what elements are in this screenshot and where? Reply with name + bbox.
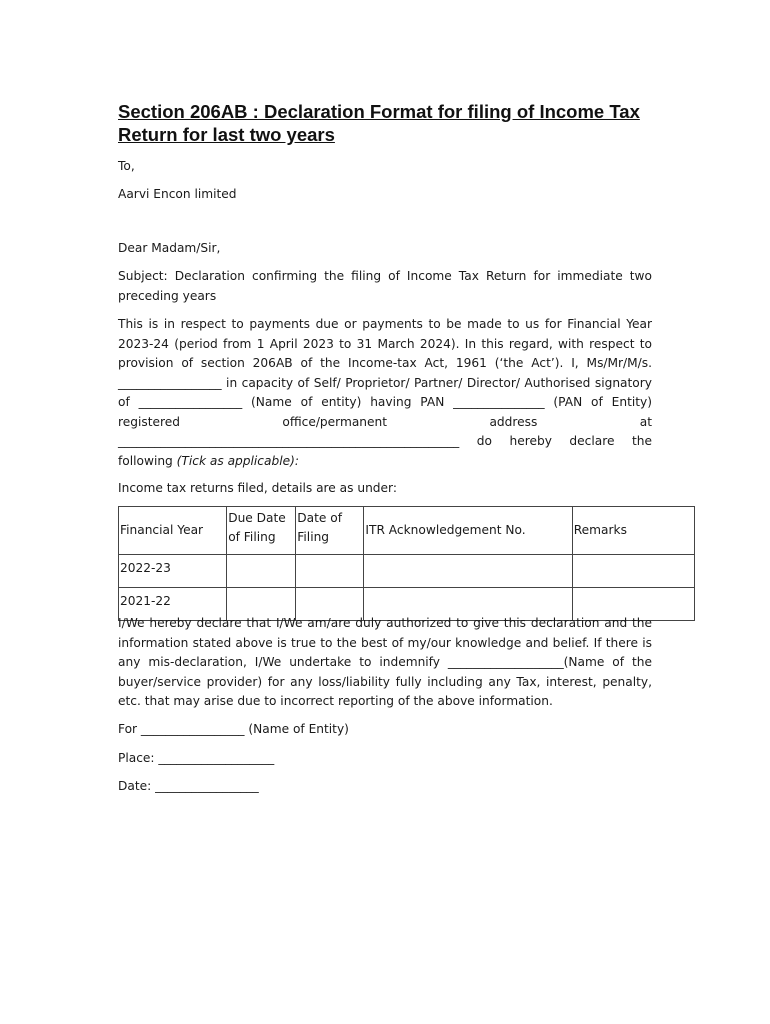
header-financial-year: Financial Year: [119, 507, 227, 555]
cell-due-date[interactable]: [227, 555, 296, 588]
tick-note: (Tick as applicable):: [176, 453, 299, 468]
for-entity-line: For _________________ (Name of Entity): [118, 722, 349, 736]
header-date-of-filing: Date of Filing: [296, 507, 364, 555]
place-line: Place: ___________________: [118, 751, 275, 765]
body-text: This is in respect to payments due or payments to be made to us for Financial Year 2023-24 (period from 1 April 2023 to 31 March 2024). In this regard, with respect to provision of section 206AB of the Income-tax Act, 1961 (‘the Act’). I, Ms/Mr/M/s. _________________ in capacity of Self/ Proprietor/ Partner/ Director/ Authorised signatory of _________________ (Name of entity) having PAN _______________ (PAN of Entity) registered office/permanent address at ________________________________________________________ do hereby declare the following: [118, 317, 652, 468]
header-due-date: Due Date of Filing: [227, 507, 296, 555]
header-itr-ack: ITR Acknowledgement No.: [364, 507, 572, 555]
body-paragraph: [118, 315, 652, 471]
salutation-to: To,: [118, 159, 135, 173]
greeting: Dear Madam/Sir,: [118, 241, 221, 255]
cell-financial-year: 2022-23: [119, 555, 227, 588]
cell-remarks[interactable]: [572, 555, 694, 588]
declaration-paragraph: I/We hereby declare that I/We am/are duly authorized to give this declaration and the information stated above is true to the best of my/our knowledge and belief. If there is any mis-declaration, I/We undertake to indemnify ___________________(Name of the buyer/service provider) for any loss/liability fully including any Tax, interest, penalty, etc. that may arise due to incorrect reporting of the above information.: [118, 616, 652, 708]
cell-date-of-filing[interactable]: [296, 555, 364, 588]
date-line: Date: _________________: [118, 779, 259, 793]
table-header-row: [119, 507, 695, 555]
document-title: Section 206AB : Declaration Format for filing of Income Tax Return for last two years: [118, 101, 640, 145]
cell-itr-ack[interactable]: [364, 555, 572, 588]
table-row: [119, 555, 695, 588]
returns-intro: Income tax returns filed, details are as under:: [118, 481, 397, 495]
header-remarks: Remarks: [572, 507, 694, 555]
addressee: Aarvi Encon limited: [118, 187, 237, 201]
subject-line: Subject: Declaration confirming the filing of Income Tax Return for immediate two preceding years: [118, 269, 652, 303]
cell-financial-year: 2021-22: [119, 588, 227, 621]
itr-table: [118, 506, 695, 621]
